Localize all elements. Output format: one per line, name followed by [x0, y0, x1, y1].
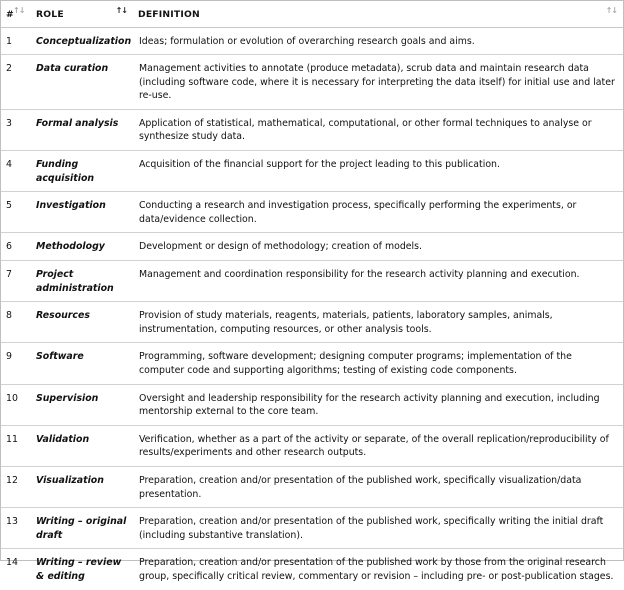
table-row [1, 151, 623, 192]
definition-cell: Management activities to annotate (produce metadata), scrub data and maintain research data (including software code, where it is necessary for interpreting the data itself) for initial use and later re-use. [133, 55, 623, 110]
definition-cell: Application of statistical, mathematical, computational, or other formal techniques to analyse or synthesize study data. [133, 109, 623, 150]
row-number-cell: 7 [1, 261, 31, 302]
definition-cell: Programming, software development; designing computer programs; implementation of the computer code and supporting algorithms; testing of existing code components. [133, 343, 623, 384]
sort-arrows-icon[interactable]: ↑↓ [13, 6, 25, 15]
row-number-cell: 5 [1, 192, 31, 233]
definition-cell: Verification, whether as a part of the activity or separate, of the overall replication/reproducibility of results/experiments and other research outputs. [133, 425, 623, 466]
column-header-definition[interactable] [133, 1, 623, 27]
table-row [1, 109, 623, 150]
definition-cell: Management and coordination responsibility for the research activity planning and execution. [133, 261, 623, 302]
column-header-definition-label: DEFINITION [138, 9, 200, 20]
table-row [1, 302, 623, 343]
table-row [1, 384, 623, 425]
row-number-cell: 14 [6, 557, 18, 569]
role-cell: Visualization [31, 466, 133, 507]
table-row [1, 466, 623, 507]
column-header-number-label: # [6, 9, 14, 20]
row-number-cell: 12 [1, 466, 31, 507]
table-row [1, 549, 623, 590]
row-number-cell: 8 [1, 302, 31, 343]
row-number-cell: 11 [1, 425, 31, 466]
definition-cell: Preparation, creation and/or presentation of the published work, specifically writing the initial draft (including substantive translation). [133, 508, 623, 549]
table-row [1, 261, 623, 302]
table-row [1, 425, 623, 466]
row-number-cell: 3 [1, 109, 31, 150]
table-header-row [1, 1, 623, 27]
sort-arrows-icon[interactable]: ↑↓ [605, 6, 617, 15]
definition-cell: Preparation, creation and/or presentation of the published work, specifically visualization/data presentation. [133, 466, 623, 507]
role-cell: Software [31, 343, 133, 384]
table-row [1, 27, 623, 55]
column-header-role[interactable] [31, 1, 133, 27]
role-cell: Funding acquisition [31, 151, 133, 192]
definition-cell: Preparation, creation and/or presentation of the published work by those from the original research group, specifically critical review, commentary or revision – including pre- or post-publication stages. [139, 557, 614, 582]
definition-cell: Acquisition of the financial support for the project leading to this publication. [133, 151, 623, 192]
row-number-cell: 10 [1, 384, 31, 425]
sort-arrows-active-icon[interactable]: ↑↓ [115, 6, 127, 15]
role-cell: Supervision [31, 384, 133, 425]
role-cell: Project administration [31, 261, 133, 302]
row-number-cell: 2 [1, 55, 31, 110]
role-cell: Investigation [31, 192, 133, 233]
row-number-cell: 4 [1, 151, 31, 192]
role-cell: Resources [31, 302, 133, 343]
table-row [1, 508, 623, 549]
contributor-roles-table [1, 1, 623, 590]
role-cell: Writing – original draft [31, 508, 133, 549]
table-row [1, 55, 623, 110]
role-cell: Conceptualization [31, 27, 133, 55]
column-header-role-label: ROLE [36, 9, 64, 20]
column-header-number[interactable] [1, 1, 31, 27]
role-cell: Validation [31, 425, 133, 466]
row-number-cell: 6 [1, 233, 31, 261]
table-row [1, 343, 623, 384]
definition-cell: Development or design of methodology; creation of models. [133, 233, 623, 261]
definition-cell: Provision of study materials, reagents, materials, patients, laboratory samples, animals, instrumentation, computing resources, or other analysis tools. [133, 302, 623, 343]
row-number-cell: 13 [1, 508, 31, 549]
role-cell: Data curation [31, 55, 133, 110]
row-number-cell: 9 [1, 343, 31, 384]
definition-cell: Oversight and leadership responsibility for the research activity planning and execution, including mentorship external to the core team. [133, 384, 623, 425]
table-row [1, 192, 623, 233]
role-cell: Writing – review & editing [36, 557, 122, 582]
role-cell: Formal analysis [31, 109, 133, 150]
row-number-cell: 1 [1, 27, 31, 55]
definition-cell: Ideas; formulation or evolution of overarching research goals and aims. [133, 27, 623, 55]
table-row [1, 233, 623, 261]
definition-cell: Conducting a research and investigation process, specifically performing the experiments, or data/evidence collection. [133, 192, 623, 233]
role-cell: Methodology [31, 233, 133, 261]
